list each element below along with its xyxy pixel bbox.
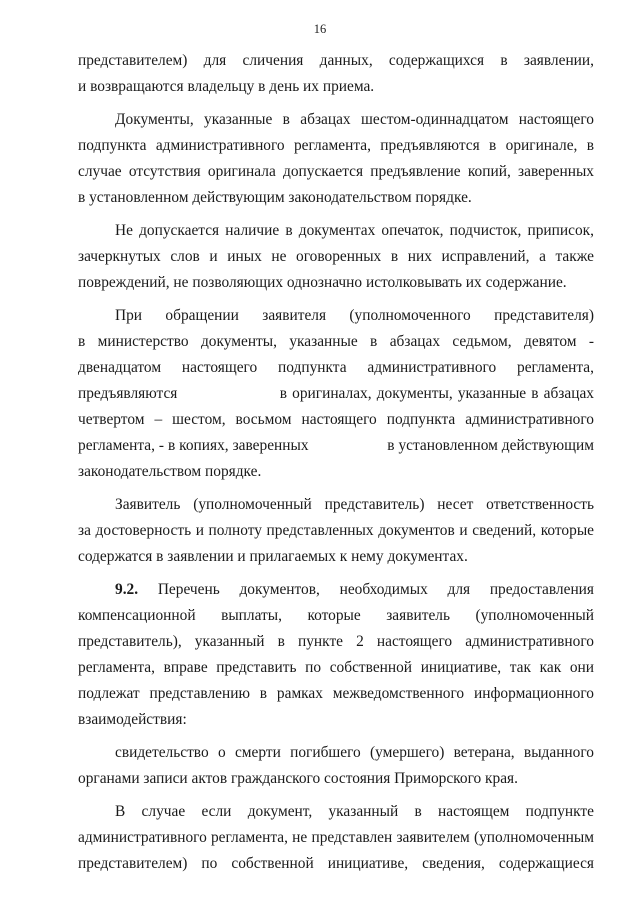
text-line: представителем) для сличения данных, содержащихся в заявлении, xyxy=(78,52,594,69)
text-line xyxy=(78,577,594,603)
text-line: в установленном действующим законодательством порядке. xyxy=(78,189,472,206)
text-line: двенадцатом настоящего подпункта административного регламента, xyxy=(78,359,594,376)
paragraph xyxy=(78,740,594,792)
text-line: содержатся в заявлении и прилагаемых к нему документах. xyxy=(78,548,468,565)
paragraph xyxy=(78,48,594,100)
text-line: зачеркнутых слов и иных не оговоренных в них исправлений, а также xyxy=(78,248,594,265)
clause-number: 9.2. xyxy=(115,581,139,598)
page-number: 16 xyxy=(313,22,327,36)
text-line: компенсационной выплаты, которые заявитель (уполномоченный xyxy=(78,607,594,624)
text-run: Перечень документов, необходимых для предоставления xyxy=(138,581,594,598)
text-line: регламента, вправе представить по собственной инициативе, так как они xyxy=(78,659,594,676)
paragraph xyxy=(78,577,594,733)
text-line: Документы, указанные в абзацах шестом-одиннадцатом настоящего xyxy=(115,111,594,128)
text-line: представителем) по собственной инициативе, сведения, содержащиеся xyxy=(78,855,594,872)
text-line: в министерство документы, указанные в абзацах седьмом, девятом - xyxy=(78,333,594,350)
text-line: предъявляются в оригиналах, документы, указанные в абзацах xyxy=(78,385,594,402)
paragraph xyxy=(78,799,594,877)
text-line: представитель), указанный в пункте 2 настоящего административного xyxy=(78,633,594,650)
text-line: и возвращаются владельцу в день их приема. xyxy=(78,78,375,95)
text-line: случае отсутствия оригинала допускается предъявление копий, заверенных xyxy=(78,163,594,180)
text-line: административного регламента, не представлен заявителем (уполномоченным xyxy=(78,829,594,846)
text-line: органами записи актов гражданского состояния Приморского края. xyxy=(78,770,518,787)
text-line: законодательством порядке. xyxy=(78,463,262,480)
paragraph xyxy=(78,303,594,485)
text-line: В случае если документ, указанный в настоящем подпункте xyxy=(115,803,594,820)
text-line: подлежат представлению в рамках межведомственного информационного xyxy=(78,685,594,702)
paragraph xyxy=(78,218,594,296)
text-line: Заявитель (уполномоченный представитель) несет ответственность xyxy=(115,496,594,513)
text-line: регламента, - в копиях, заверенных в установленном действующим xyxy=(78,437,594,454)
text-line: подпункта административного регламента, предъявляются в оригинале, в xyxy=(78,137,594,154)
text-line: за достоверность и полноту представленных документов и сведений, которые xyxy=(78,522,594,539)
text-line: При обращении заявителя (уполномоченного представителя) xyxy=(115,307,594,324)
text-line: Не допускается наличие в документах опечаток, подчисток, приписок, xyxy=(115,222,594,239)
text-line: четвертом – шестом, восьмом настоящего подпункта административного xyxy=(78,411,594,428)
paragraph xyxy=(78,492,594,570)
paragraph xyxy=(78,107,594,211)
document-body xyxy=(78,48,594,884)
text-line: свидетельство о смерти погибшего (умершего) ветерана, выданного xyxy=(115,744,594,761)
text-line: повреждений, не позволяющих однозначно истолковывать их содержание. xyxy=(78,274,567,291)
text-line: взаимодействия: xyxy=(78,711,187,728)
